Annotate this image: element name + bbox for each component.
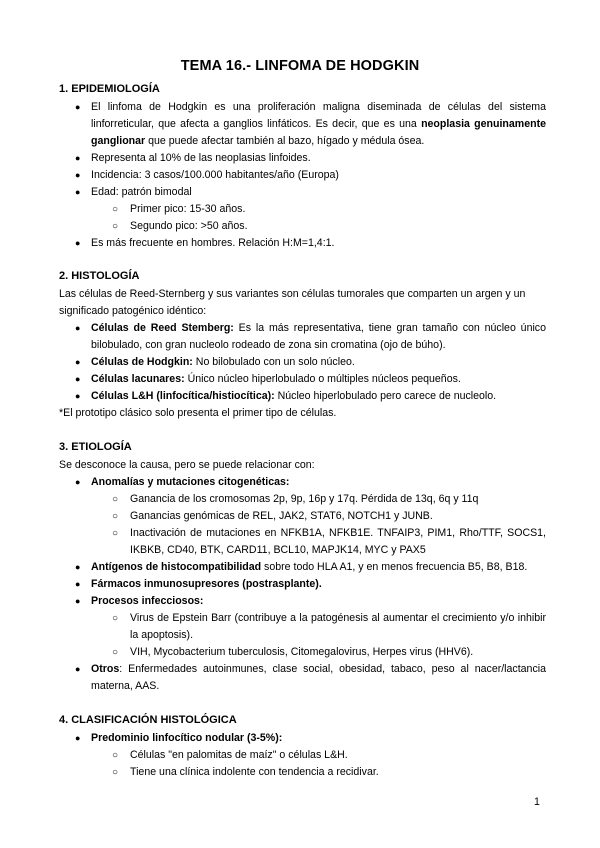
bullet-icon: ● [75,733,81,743]
list-item: Incidencia: 3 casos/100.000 habitantes/año (Europa) [91,169,339,181]
sub-list-item: Inactivación de mutaciones en NFKB1A, NFKB1E. TNFAIP3, PIM1, Rho/TTF, SOCS1, IKBKB, CD40, BTK, CARD11, BCL10, MAPJK14, MYC y PAX5 [130,527,546,556]
circle-bullet-icon: ○ [112,511,119,522]
list-item: Representa al 10% de las neoplasias linfoides. [91,152,311,164]
bullet-icon: ● [75,596,81,606]
sub-list-item: Células "en palomitas de maíz" o células L&H. [130,749,348,761]
list-item: Células de Hodgkin: No bilobulado con un solo núcleo. [91,356,355,368]
list-item: Anomalías y mutaciones citogenéticas: [91,476,290,488]
circle-bullet-icon: ○ [112,494,119,505]
bullet-icon: ● [75,102,81,112]
circle-bullet-icon: ○ [112,767,119,778]
paragraph: Las células de Reed-Sternberg y sus variantes son células tumorales que comparten un argen y un significado patogénico idéntico: [59,288,526,317]
section-heading-etiologia: 3. ETIOLOGÍA [59,441,132,453]
circle-bullet-icon: ○ [112,204,119,215]
bullet-icon: ● [75,238,81,248]
list-item: Células lacunares: Único núcleo hiperlobulado o múltiples núcleos pequeños. [91,373,461,385]
sub-list-item: Virus de Epstein Barr (contribuye a la patogénesis al aumentar el crecimiento y/o inhibir la apoptosis). [130,612,546,641]
circle-bullet-icon: ○ [112,647,119,658]
sub-list-item: VIH, Mycobacterium tuberculosis, Citomegalovirus, Herpes virus (HHV6). [130,646,474,658]
section-heading-clasificacion: 4. CLASIFICACIÓN HISTOLÓGICA [59,714,237,726]
page-number: 1 [534,796,540,808]
bullet-icon: ● [75,562,81,572]
sub-list-item: Ganancia de los cromosomas 2p, 9p, 16p y 17q. Pérdida de 13q, 6q y 11q [130,493,479,505]
bullet-icon: ● [75,187,81,197]
bullet-icon: ● [75,153,81,163]
list-item: Antígenos de histocompatibilidad sobre todo HLA A1, y en menos frecuencia B5, B8, B18. [91,561,528,573]
list-item: Predominio linfocítico nodular (3-5%): [91,732,283,744]
sub-list-item: Tiene una clínica indolente con tendencia a recidivar. [130,766,379,778]
bullet-icon: ● [75,357,81,367]
section-heading-epidemiologia: 1. EPIDEMIOLOGÍA [59,83,160,95]
circle-bullet-icon: ○ [112,528,119,539]
sub-list-item: Segundo pico: >50 años. [130,220,248,232]
list-item: Células de Reed Stemberg: Es la más representativa, tiene gran tamaño con núcleo único bilobulado, con gran nucleolo rodeado de zona sin cromatina (ojo de búho). [91,322,547,351]
page-title: TEMA 16.- LINFOMA DE HODGKIN [180,58,420,74]
list-item: Fármacos inmunosupresores (postrasplante). [91,578,322,590]
section-heading-histologia: 2. HISTOLOGÍA [59,270,140,282]
list-item: El linfoma de Hodgkin es una proliferación maligna diseminada de células del sistema linforreticular, que afecta a ganglios linfáticos. Es decir, que es una neoplasia genuinamente ganglionar que puede afectar también al bazo, hígado y médula ósea. [91,101,546,147]
bullet-icon: ● [75,391,81,401]
list-item: Es más frecuente en hombres. Relación H:M=1,4:1. [91,237,335,249]
list-item: Edad: patrón bimodal [91,186,192,198]
bullet-icon: ● [75,323,81,333]
bullet-icon: ● [75,170,81,180]
paragraph: Se desconoce la causa, pero se puede relacionar con: [59,459,315,471]
list-item: Células L&H (linfocítica/histiocítica): Núcleo hiperlobulado pero carece de nucleolo. [91,390,497,402]
list-item: Procesos infecciosos: [91,595,204,607]
circle-bullet-icon: ○ [112,613,119,624]
circle-bullet-icon: ○ [112,221,119,232]
note: *El prototipo clásico solo presenta el primer tipo de células. [59,407,337,419]
bullet-icon: ● [75,477,81,487]
circle-bullet-icon: ○ [112,750,119,761]
bullet-icon: ● [75,579,81,589]
list-item: Otros: Enfermedades autoinmunes, clase social, obesidad, tabaco, peso al nacer/lactancia materna, AAS. [91,663,546,692]
sub-list-item: Primer pico: 15-30 años. [130,203,246,215]
bullet-icon: ● [75,664,81,674]
sub-list-item: Ganancias genómicas de REL, JAK2, STAT6, NOTCH1 y JUNB. [130,510,433,522]
bullet-icon: ● [75,374,81,384]
